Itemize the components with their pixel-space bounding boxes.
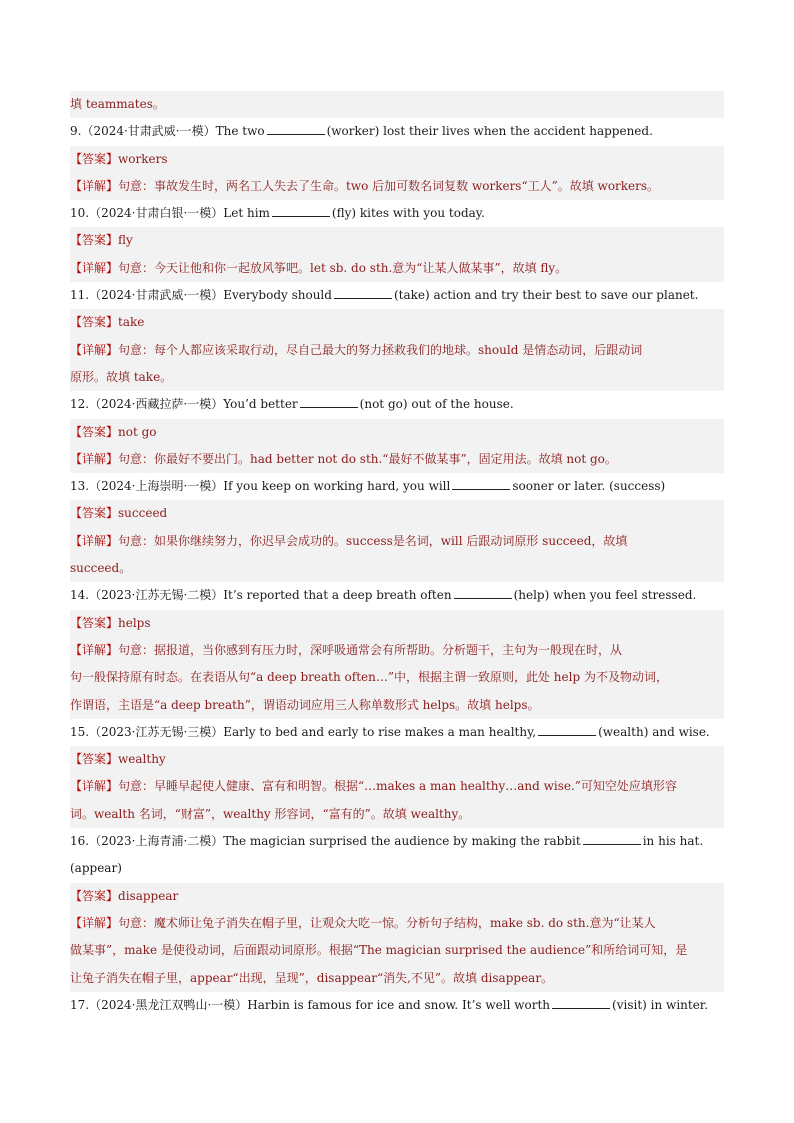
line-text: 句一般保持原有时态。在表语从句“a deep breath often…”中，根据主谓一致原则，此处 help 为不及物动词， <box>70 670 668 685</box>
line-text: workers <box>118 151 168 166</box>
explanation-line <box>70 173 724 200</box>
question-text-tail: (take) action and try their best to save our planet. <box>393 288 699 303</box>
line-text: 做某事”，make 是使役动词，后面跟动词原形。根据“The magician surprised the audience”和所给词可知，是 <box>70 943 688 958</box>
exercise-list <box>70 91 724 1019</box>
explanation-continuation <box>70 91 724 118</box>
label-tag: 【详解】 <box>70 533 119 548</box>
answer-line <box>70 309 724 336</box>
question-line <box>70 282 724 309</box>
label-tag: 【详解】 <box>70 451 119 466</box>
answer-line <box>70 610 724 637</box>
answer-blank <box>583 833 641 845</box>
label-tag: 【答案】 <box>70 506 119 521</box>
answer-blank <box>454 587 512 599</box>
label-tag: 【答案】 <box>70 888 119 903</box>
answer-line <box>70 746 724 773</box>
question-text: 9.（2024·甘肃武威·一模）The two <box>70 124 265 139</box>
label-tag: 【详解】 <box>70 779 119 794</box>
line-text: 作谓语，主语是“a deep breath”，谓语动词应用三人称单数形式 helps。故填 helps。 <box>70 697 540 712</box>
line-text: 句意：魔术师让兔子消失在帽子里，让观众大吃一惊。分析句子结构，make sb. do sth.意为“让某人 <box>118 915 656 930</box>
question-line <box>70 719 724 746</box>
question-line <box>70 118 724 145</box>
answer-line <box>70 146 724 173</box>
explanation-line <box>70 255 724 282</box>
answer-blank <box>452 478 510 490</box>
question-line <box>70 828 724 855</box>
question-line <box>70 391 724 418</box>
label-tag: 【答案】 <box>70 752 119 767</box>
line-text: 句意：今天让他和你一起放风筝吧。let sb. do sth.意为“让某人做某事”，故填 fly。 <box>118 260 568 275</box>
question-text: 12.（2024·西藏拉萨·一模）You’d better <box>70 397 298 412</box>
line-text: 原形。故填 take。 <box>70 369 173 384</box>
explanation-continuation <box>70 801 724 828</box>
explanation-line <box>70 773 724 800</box>
question-text-tail: in his hat. <box>642 834 704 849</box>
label-tag: 【答案】 <box>70 315 119 330</box>
explanation-line <box>70 910 724 937</box>
answer-line <box>70 227 724 254</box>
label-tag: 【详解】 <box>70 642 119 657</box>
question-text-tail: (fly) kites with you today. <box>331 206 485 221</box>
label-tag: 【答案】 <box>70 424 119 439</box>
answer-blank <box>334 287 392 299</box>
line-text: 词。wealth 名词，“财富”，wealthy 形容词，“富有的”。故填 wealthy。 <box>70 806 471 821</box>
label-tag: 【答案】 <box>70 151 119 166</box>
explanation-line <box>70 528 724 555</box>
answer-blank <box>300 396 358 408</box>
line-text: 句意：如果你继续努力，你迟早会成功的。success是名词，will 后跟动词原形 succeed，故填 <box>118 533 628 548</box>
answer-blank <box>552 997 610 1009</box>
answer-blank <box>272 205 330 217</box>
line-text: 句意：据报道，当你感到有压力时，深呼吸通常会有所帮助。分析题干，主句为一般现在时，从 <box>118 642 623 657</box>
question-text: 10.（2024·甘肃白银·一模）Let him <box>70 206 270 221</box>
label-tag: 【详解】 <box>70 342 119 357</box>
question-text-tail: (help) when you feel stressed. <box>513 588 697 603</box>
line-text: fly <box>118 233 133 248</box>
question-text: (appear) <box>70 861 122 876</box>
question-text-tail: (visit) in winter. <box>612 997 709 1012</box>
explanation-continuation <box>70 664 724 691</box>
explanation-line <box>70 637 724 664</box>
question-text: 13.（2024·上海崇明·一模）If you keep on working hard, you will <box>70 479 451 494</box>
line-text: take <box>118 315 145 330</box>
line-text: wealthy <box>118 752 166 767</box>
line-text: 让兔子消失在帽子里，appear“出现，呈现”，disappear“消失,不见”。故填 disappear。 <box>70 970 554 985</box>
question-text: 15.（2023·江苏无锡·三模）Early to bed and early to rise makes a man healthy, <box>70 724 537 739</box>
line-text: 句意：事故发生时，两名工人失去了生命。two 后加可数名词复数 workers“工人”。故填 workers。 <box>118 178 660 193</box>
question-text: 17.（2024·黑龙江双鸭山·一模）Harbin is famous for ice and snow. It’s well worth <box>70 997 551 1012</box>
line-text: 句意：每个人都应该采取行动，尽自己最大的努力拯救我们的地球。should 是情态动词，后跟动词 <box>118 342 643 357</box>
answer-line <box>70 883 724 910</box>
label-tag: 【答案】 <box>70 615 119 630</box>
line-text: succeed。 <box>70 561 132 576</box>
explanation-line <box>70 446 724 473</box>
line-text: 句意：早睡早起使人健康、富有和明智。根据“…makes a man healthy…and wise.”可知空处应填形容 <box>118 779 677 794</box>
question-line <box>70 582 724 609</box>
question-line <box>70 992 724 1019</box>
question-text: 14.（2023·江苏无锡·二模）It’s reported that a deep breath often <box>70 588 452 603</box>
question-text: 16.（2023·上海青浦·二模）The magician surprised the audience by making the rabbit <box>70 834 581 849</box>
answer-blank <box>267 123 325 135</box>
line-text: disappear <box>118 888 179 903</box>
answer-blank <box>538 724 596 736</box>
question-text: 11.（2024·甘肃武威·一模）Everybody should <box>70 288 332 303</box>
answer-line <box>70 500 724 527</box>
explanation-continuation <box>70 364 724 391</box>
question-text-tail: (worker) lost their lives when the accident happened. <box>326 124 653 139</box>
question-line <box>70 473 724 500</box>
line-text: helps <box>118 615 151 630</box>
question-line <box>70 200 724 227</box>
label-tag: 【详解】 <box>70 915 119 930</box>
line-text: not go <box>118 424 157 439</box>
question-text-tail: sooner or later. (success) <box>512 479 666 494</box>
answer-line <box>70 419 724 446</box>
question-text-tail: (not go) out of the house. <box>359 397 514 412</box>
explanation-continuation <box>70 555 724 582</box>
explanation-continuation <box>70 937 724 964</box>
question-text-tail: (wealth) and wise. <box>598 724 710 739</box>
line-text: 填 teammates。 <box>70 97 165 111</box>
line-text: 句意：你最好不要出门。had better not do sth.“最好不做某事”，固定用法。故填 not go。 <box>118 451 617 466</box>
explanation-continuation <box>70 965 724 992</box>
label-tag: 【答案】 <box>70 233 119 248</box>
explanation-continuation <box>70 692 724 719</box>
question-line <box>70 855 724 882</box>
line-text: succeed <box>118 506 168 521</box>
explanation-line <box>70 337 724 364</box>
label-tag: 【详解】 <box>70 178 119 193</box>
label-tag: 【详解】 <box>70 260 119 275</box>
